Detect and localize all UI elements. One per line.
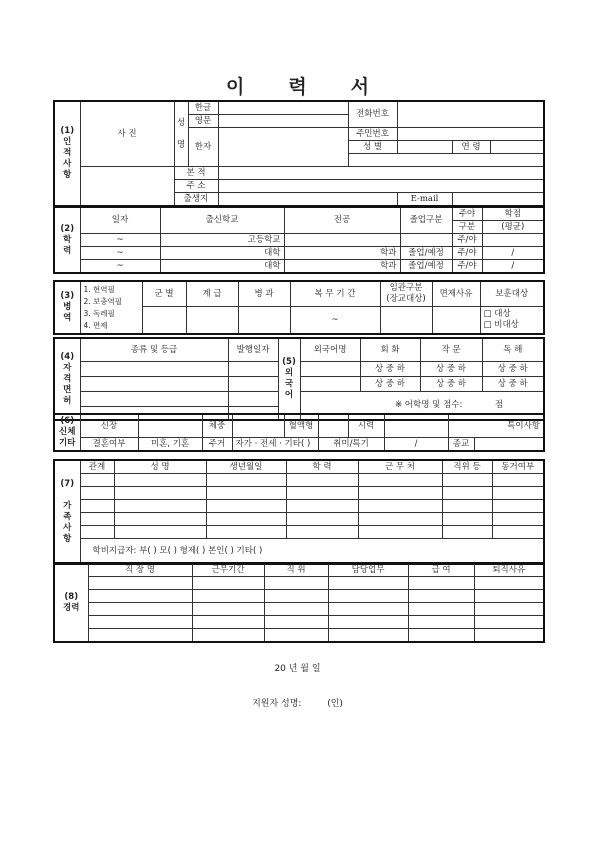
cell[interactable]	[408, 590, 474, 603]
cell[interactable]	[206, 526, 286, 539]
edu-school[interactable]: 고등학교	[160, 234, 284, 247]
cell[interactable]	[474, 577, 544, 590]
tuition-payer[interactable]: 학비지급자: 부( ) 모( ) 형제( ) 본인( ) 기타( )	[80, 539, 544, 565]
cell[interactable]	[474, 590, 544, 603]
career-row	[54, 603, 544, 616]
header-specialty: 병 과	[238, 281, 290, 307]
cell[interactable]	[88, 616, 192, 629]
section-label-family: (7) 가 족 사 항	[54, 460, 80, 564]
career-row	[54, 577, 544, 590]
writing-level[interactable]: 상 중 하	[420, 362, 482, 377]
header-period: 복 무 기 간	[290, 281, 380, 307]
issue-date-field[interactable]	[228, 362, 278, 377]
exemption-field[interactable]	[432, 307, 480, 335]
cell[interactable]	[264, 590, 328, 603]
header-speaking: 회 화	[360, 338, 420, 362]
edu-grad[interactable]: 졸업/예정	[400, 247, 452, 260]
military-types[interactable]: 1. 현역필 2. 보충역필 3. 독레필 4. 면제	[80, 281, 142, 334]
physical-table	[53, 413, 545, 452]
age-field[interactable]	[490, 141, 544, 154]
header-leave-reason: 퇴직사유	[474, 563, 544, 577]
header-salary: 급 여	[408, 563, 474, 577]
edu-date[interactable]: ~	[80, 260, 160, 274]
header-work-period: 근무기간	[192, 563, 264, 577]
cell[interactable]	[114, 500, 206, 513]
cell[interactable]	[492, 474, 544, 487]
commission-field[interactable]	[380, 307, 432, 335]
document-title	[0, 72, 595, 99]
cell[interactable]	[492, 526, 544, 539]
cell[interactable]	[474, 603, 544, 616]
cell[interactable]	[192, 577, 264, 590]
cell[interactable]	[442, 513, 492, 526]
cell[interactable]	[114, 513, 206, 526]
cell[interactable]	[264, 577, 328, 590]
height-field[interactable]	[138, 414, 202, 438]
edu-major[interactable]	[284, 234, 400, 247]
birthplace-field[interactable]	[218, 193, 397, 207]
license-language-table	[53, 337, 545, 421]
section-label-physical: (6) 신체 기타	[54, 414, 80, 451]
section-label-language: (5) 외 국 어	[278, 338, 300, 420]
bonjeok-field[interactable]	[218, 167, 544, 180]
header-duties: 담당업무	[328, 563, 408, 577]
title-char: 서	[350, 76, 370, 98]
hangul-name-field[interactable]	[218, 101, 348, 115]
cell[interactable]	[492, 487, 544, 500]
header-issue-date: 발행일자	[228, 338, 278, 362]
issue-date-field[interactable]	[228, 377, 278, 392]
email-field[interactable]	[452, 193, 544, 207]
header-gpa: 학점	[482, 207, 544, 221]
header-position: 직위 등	[442, 460, 492, 474]
cell[interactable]	[192, 603, 264, 616]
language-field[interactable]	[300, 377, 360, 392]
religion-label: 종교	[448, 438, 474, 452]
housing-field[interactable]: 자가 · 전세 · 기타( )	[232, 438, 318, 452]
military-table	[53, 280, 545, 335]
hobby-label: 취미/특기	[318, 438, 384, 452]
cell[interactable]	[474, 629, 544, 643]
cell[interactable]	[328, 616, 408, 629]
cell[interactable]	[408, 616, 474, 629]
cell[interactable]	[492, 500, 544, 513]
header-branch: 군 별	[142, 281, 186, 307]
cell[interactable]	[114, 474, 206, 487]
cell[interactable]	[264, 616, 328, 629]
hanja-label: 한자	[188, 128, 218, 167]
cell[interactable]	[442, 474, 492, 487]
cell[interactable]	[88, 590, 192, 603]
blood-field[interactable]	[318, 414, 348, 438]
header-family-name: 성 명	[114, 460, 206, 474]
section-label-career: (8) 경력	[54, 563, 88, 642]
header-rank: 계 급	[186, 281, 238, 307]
cell[interactable]	[192, 629, 264, 643]
religion-field[interactable]	[474, 438, 544, 452]
cell[interactable]	[80, 526, 114, 539]
cell[interactable]	[80, 500, 114, 513]
cell[interactable]	[408, 577, 474, 590]
language-score-note: ※ 어학명 및 점수: 점	[300, 392, 544, 421]
rrn-field[interactable]	[397, 128, 544, 141]
language-field[interactable]	[300, 362, 360, 377]
header-exemption: 면제사유	[432, 281, 480, 307]
cell[interactable]	[286, 500, 358, 513]
address-label: 주 소	[174, 180, 218, 193]
cell[interactable]	[286, 487, 358, 500]
header-education: 학 력	[286, 460, 358, 474]
header-grad: 졸업구분	[400, 207, 452, 234]
header-company: 직 장 명	[88, 563, 192, 577]
age-label: 연 령	[452, 141, 490, 154]
housing-label: 주거	[202, 438, 232, 452]
family-table	[53, 459, 545, 565]
edu-grad[interactable]: 졸업/예정	[400, 260, 452, 274]
cell[interactable]	[286, 474, 358, 487]
career-table	[53, 562, 545, 643]
photo-box[interactable]: 사 진	[80, 101, 174, 167]
cell[interactable]	[358, 500, 442, 513]
cell[interactable]	[408, 603, 474, 616]
hobby-field[interactable]: /	[384, 438, 448, 452]
section-label-personal: (1) 인 적 사 항	[54, 101, 80, 206]
issue-date-field[interactable]	[228, 392, 278, 407]
header-relation: 관계	[80, 460, 114, 474]
family-row	[54, 487, 544, 500]
family-row	[54, 513, 544, 526]
cell[interactable]	[328, 629, 408, 643]
cell[interactable]	[80, 513, 114, 526]
header-school: 출신학교	[160, 207, 284, 234]
gender-field[interactable]	[397, 141, 452, 154]
license-field[interactable]	[80, 392, 228, 407]
header-writing: 작 문	[420, 338, 482, 362]
marriage-label: 결혼여부	[80, 438, 138, 452]
edu-gpa[interactable]: /	[482, 247, 544, 260]
cell[interactable]	[206, 500, 286, 513]
edu-gpa[interactable]	[482, 234, 544, 247]
cell[interactable]	[442, 526, 492, 539]
cell[interactable]	[80, 474, 114, 487]
header-workplace: 근 무 처	[358, 460, 442, 474]
cell[interactable]	[442, 500, 492, 513]
cell[interactable]	[88, 629, 192, 643]
veteran-field[interactable]: □ 대상 □ 비대상	[480, 307, 544, 335]
date-line[interactable]: 20 년 월 일	[274, 664, 321, 674]
height-label: 신장	[80, 414, 138, 438]
cell[interactable]	[492, 513, 544, 526]
header-veteran: 보훈대상	[480, 281, 544, 307]
cell[interactable]	[408, 629, 474, 643]
marriage-field[interactable]: 미혼, 기혼	[138, 438, 202, 452]
cell[interactable]	[192, 616, 264, 629]
family-row	[54, 526, 544, 539]
cell[interactable]	[206, 513, 286, 526]
header-gpa-2: (평균)	[482, 221, 544, 234]
cell[interactable]	[80, 487, 114, 500]
vision-label: 시력	[348, 414, 384, 438]
signature-line[interactable]	[0, 696, 595, 709]
career-row	[54, 629, 544, 643]
header-language-name: 외국어명	[300, 338, 360, 362]
vision-field[interactable]	[384, 414, 448, 438]
section-label-education: (2) 학 력	[54, 207, 80, 273]
edu-grad[interactable]	[400, 234, 452, 247]
cell[interactable]	[206, 487, 286, 500]
career-row	[54, 616, 544, 629]
header-commission: 임관구분 (장교대상)	[380, 281, 432, 307]
cell[interactable]	[286, 526, 358, 539]
cell[interactable]	[206, 474, 286, 487]
cell[interactable]	[358, 513, 442, 526]
career-row	[54, 590, 544, 603]
header-date: 일자	[80, 207, 160, 234]
edu-row	[54, 260, 544, 274]
cell[interactable]	[264, 629, 328, 643]
applicant-name-label: 지원자 성명:	[252, 699, 302, 709]
personal-info-table	[53, 100, 545, 207]
hangul-label: 한글	[188, 101, 218, 115]
header-major: 전공	[284, 207, 400, 234]
header-license-type: 종류 및 등급	[80, 338, 228, 362]
section-label-license: (4) 자 격 면 허	[54, 338, 80, 420]
english-name-field[interactable]	[218, 115, 348, 128]
gender-label: 성 별	[348, 141, 397, 154]
header-daynight: 주야	[452, 207, 482, 221]
license-field[interactable]	[80, 377, 228, 392]
name-label: 성 명	[174, 101, 188, 167]
writing-level[interactable]: 상 중 하	[420, 377, 482, 392]
edu-daynight[interactable]: 주/야	[452, 260, 482, 274]
bonjeok-label: 본 적	[174, 167, 218, 180]
title-char: 력	[288, 76, 307, 98]
cell[interactable]	[358, 474, 442, 487]
hanja-name-field[interactable]	[218, 128, 348, 167]
weight-field[interactable]	[232, 414, 284, 438]
family-row	[54, 474, 544, 487]
rank-field[interactable]	[186, 307, 238, 335]
edu-row	[54, 247, 544, 260]
cell[interactable]	[328, 590, 408, 603]
edu-date[interactable]: ~	[80, 234, 160, 247]
phone-field[interactable]	[397, 101, 544, 128]
photo-extend	[80, 167, 174, 207]
edu-date[interactable]: ~	[80, 247, 160, 260]
cell[interactable]	[358, 526, 442, 539]
english-label: 영문	[188, 115, 218, 128]
speaking-level[interactable]: 상 중 하	[360, 377, 420, 392]
reading-level[interactable]: 상 중 하	[482, 362, 544, 377]
header-reading: 독 해	[482, 338, 544, 362]
family-row	[54, 500, 544, 513]
address-field[interactable]	[218, 180, 544, 193]
spacer	[348, 154, 544, 167]
reading-level[interactable]: 상 중 하	[482, 377, 544, 392]
edu-daynight[interactable]: 주/야	[452, 234, 482, 247]
weight-label: 체중	[202, 414, 232, 438]
cell[interactable]	[286, 513, 358, 526]
specialty-field[interactable]	[238, 307, 290, 335]
cell[interactable]	[264, 603, 328, 616]
cell[interactable]	[114, 487, 206, 500]
title-char: 이	[225, 76, 245, 98]
branch-field[interactable]	[142, 307, 186, 335]
header-job-title: 직 위	[264, 563, 328, 577]
edu-school[interactable]: 대학	[160, 260, 284, 274]
special-label: 특이사항	[448, 414, 544, 438]
edu-school[interactable]: 대학	[160, 247, 284, 260]
header-birthdate: 생년월일	[206, 460, 286, 474]
cell[interactable]	[328, 603, 408, 616]
cell[interactable]	[114, 526, 206, 539]
cell[interactable]	[442, 487, 492, 500]
cell[interactable]	[328, 577, 408, 590]
cell[interactable]	[192, 590, 264, 603]
cell[interactable]	[88, 603, 192, 616]
edu-major[interactable]: 학과	[284, 260, 400, 274]
period-field[interactable]: ~	[290, 307, 380, 335]
edu-daynight[interactable]: 주/야	[452, 247, 482, 260]
edu-gpa[interactable]: /	[482, 260, 544, 274]
edu-row	[54, 234, 544, 247]
seal-mark: (인)	[327, 699, 343, 709]
phone-label: 전화번호	[348, 101, 397, 128]
section-label-military: (3) 병 역	[54, 281, 80, 334]
license-field[interactable]	[80, 362, 228, 377]
cell[interactable]	[88, 577, 192, 590]
blood-label: 혈액형	[284, 414, 318, 438]
header-daynight-2: 구분	[452, 221, 482, 234]
speaking-level[interactable]: 상 중 하	[360, 362, 420, 377]
email-label: E-mail	[397, 193, 452, 207]
birthplace-label: 출생지	[174, 193, 218, 207]
education-table	[53, 206, 545, 274]
rrn-label: 주민번호	[348, 128, 397, 141]
edu-major[interactable]: 학과	[284, 247, 400, 260]
cell[interactable]	[358, 487, 442, 500]
cell[interactable]	[474, 616, 544, 629]
header-cohabit: 동거여부	[492, 460, 544, 474]
